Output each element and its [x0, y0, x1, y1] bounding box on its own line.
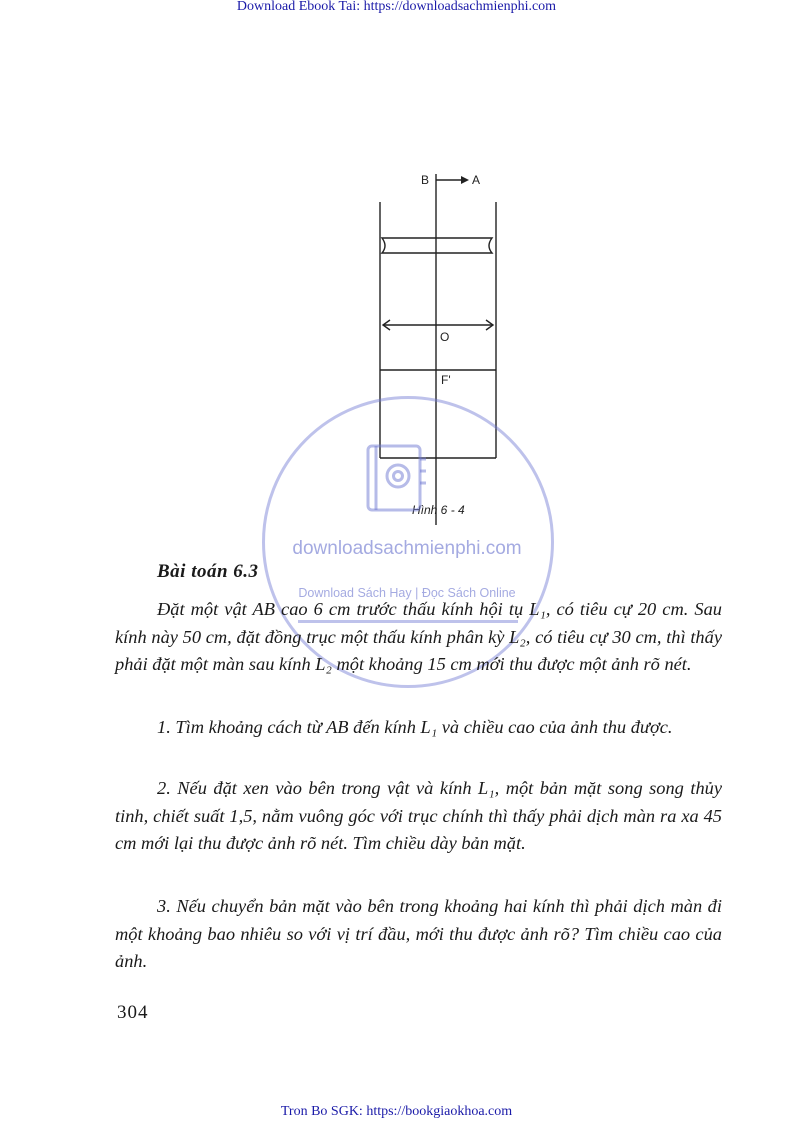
paragraph-intro: Đặt một vật AB cao 6 cm trước thấu kính hội tụ L₁, có tiêu cự 20 cm. Sau kính này 50 cm, đặt đồng trục một thấu kính phân kỳ L₂, có tiêu cự 30 cm, thì thấy phải đặt một màn sau kính L₂ một khoảng 15 cm mới thu được một ảnh rõ nét.: [115, 599, 722, 674]
figure-caption: Hình 6 - 4: [412, 503, 465, 517]
object-arrow-head: [461, 176, 469, 184]
optics-diagram-svg: [355, 160, 525, 530]
optics-diagram: [355, 160, 525, 530]
paragraph-question-1: 1. Tìm khoảng cách từ AB đến kính L₁ và chiều cao của ảnh thu được.: [157, 717, 673, 737]
label-f: F': [441, 373, 451, 387]
paragraph-question-2: 2. Nếu đặt xen vào bên trong vật và kính L₁, một bản mặt song song thủy tinh, chiết suất 1,5, nằm vuông góc với trục chính thì thấy phải dịch màn ra xa 45 cm mới lại thu được ảnh rõ nét. Tìm chiều dày bản mặt.: [115, 778, 722, 853]
footer-sgk-link[interactable]: Tron Bo SGK: https://bookgiaokhoa.com: [280, 1104, 513, 1119]
parallel-plate: [382, 238, 492, 253]
label-o: O: [440, 330, 450, 344]
paragraph-question-3: 3. Nếu chuyển bản mặt vào bên trong khoảng hai kính thì phải dịch màn đi một khoảng bao nhiêu so với vị trí đầu, mới thu được ảnh rõ? Tìm chiều cao của ảnh.: [115, 896, 722, 971]
section-title: Bài toán 6.3: [157, 561, 259, 582]
page-number: 304: [117, 1002, 149, 1023]
watermark-site: downloadsachmienphi.com: [292, 538, 522, 559]
header-download-link[interactable]: Download Ebook Tai: https://downloadsachmienphi.com: [236, 0, 557, 14]
watermark-tagline: Download Sách Hay | Đọc Sách Online: [298, 586, 516, 600]
label-a: A: [472, 173, 481, 187]
label-b: B: [421, 173, 430, 187]
